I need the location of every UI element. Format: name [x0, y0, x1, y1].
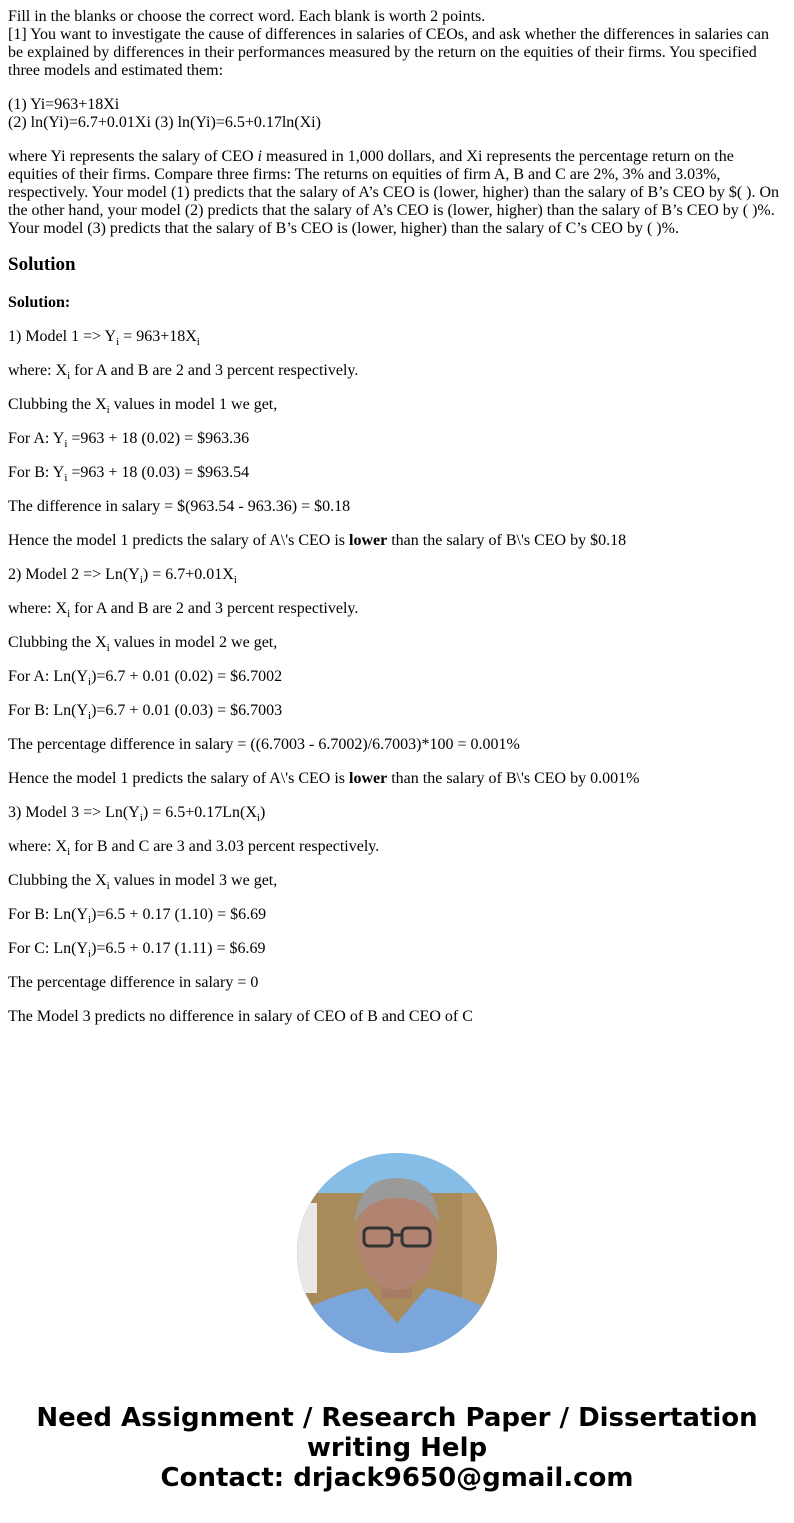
- subscript: i: [88, 914, 92, 926]
- subscript: i: [64, 472, 68, 484]
- solution-line: [8, 362, 786, 380]
- solution-line: [8, 906, 786, 924]
- solution-line: [8, 974, 786, 992]
- subscript: i: [139, 812, 143, 824]
- solution-line: [8, 702, 786, 720]
- author-photo: [297, 1153, 497, 1353]
- details-text: measured in 1,000 dollars, and Xi represents the percentage return on the equities of their firms. Compare three firms: The returns on equities of firm A, B and C are 2%, 3% and 3.03%, respectively. Your model (1) predicts that the salary of A’s CEO is (lower, higher) than the salary of B’s CEO by $( ). On the other hand, your model (2) predicts that the salary of A’s CEO is (lower, higher) than the salary of B’s CEO by ( )%. Your model (3) predicts that the salary of B’s CEO is (lower, higher) than the salary of C’s CEO by ( )%.: [8, 148, 780, 237]
- details-italic: i: [257, 148, 262, 165]
- model-list: [8, 96, 786, 132]
- solution-label: Solution:: [8, 294, 71, 311]
- line-text: where: X: [8, 600, 68, 617]
- line-text: )=6.5 + 0.17 (1.10) = $6.69: [91, 906, 267, 923]
- solution-line: [8, 940, 786, 958]
- line-text: The percentage difference in salary = ((6.7003 - 6.7002)/6.7003)*100 = 0.001%: [8, 736, 520, 753]
- solution-line: [8, 634, 786, 652]
- bold-answer: lower: [349, 770, 388, 787]
- line-text: values in model 1 we get,: [109, 396, 278, 413]
- line-text: 2) Model 2 => Ln(Y: [8, 566, 140, 583]
- solution-heading: Solution: [8, 254, 76, 275]
- question-block: [8, 8, 786, 238]
- subscript: i: [106, 404, 110, 416]
- line-text: The Model 3 predicts no difference in salary of CEO of B and CEO of C: [8, 1008, 473, 1025]
- line-text: than the salary of B\'s CEO by $0.18: [387, 532, 627, 549]
- solution-line: [8, 430, 786, 448]
- solution-line: [8, 770, 786, 788]
- line-text: For B: Y: [8, 464, 65, 481]
- line-text: Clubbing the X: [8, 634, 107, 651]
- solution-line: [8, 600, 786, 618]
- question-intro: Fill in the blanks or choose the correct word. Each blank is worth 2 points.: [8, 8, 486, 25]
- line-text: for A and B are 2 and 3 percent respectively.: [70, 362, 359, 379]
- line-text: For A: Ln(Y: [8, 668, 88, 685]
- model-1: (1) Yi=963+18Xi: [8, 96, 120, 113]
- subscript: i: [196, 336, 200, 348]
- line-text: For B: Ln(Y: [8, 702, 88, 719]
- solution-line: [8, 804, 786, 822]
- line-text: where: X: [8, 838, 68, 855]
- banner-line-1: Need Assignment / Research Paper / Dissertation: [36, 1403, 758, 1433]
- banner-line-2: writing Help: [306, 1433, 488, 1463]
- solution-line: [8, 532, 786, 550]
- subscript: i: [67, 846, 71, 858]
- solution-line: [8, 736, 786, 754]
- line-text: for A and B are 2 and 3 percent respectively.: [70, 600, 359, 617]
- subscript: i: [88, 710, 92, 722]
- solution-body: [8, 294, 786, 1026]
- line-text: Clubbing the X: [8, 872, 107, 889]
- line-text: 3) Model 3 => Ln(Y: [8, 804, 140, 821]
- model-2-3: (2) ln(Yi)=6.7+0.01Xi (3) ln(Yi)=6.5+0.17ln(Xi): [8, 114, 321, 131]
- line-text: The percentage difference in salary = 0: [8, 974, 259, 991]
- line-text: )=6.7 + 0.01 (0.03) = $6.7003: [91, 702, 283, 719]
- details-text: where Yi represents the salary of CEO: [8, 148, 258, 165]
- line-text: =963 + 18 (0.03) = $963.54: [67, 464, 250, 481]
- subscript: i: [88, 948, 92, 960]
- line-text: ): [259, 804, 266, 821]
- solution-line: [8, 1008, 786, 1026]
- line-text: ) = 6.5+0.17Ln(X: [142, 804, 257, 821]
- solution-line: [8, 566, 786, 584]
- subscript: i: [256, 812, 260, 824]
- line-text: where: X: [8, 362, 68, 379]
- line-text: than the salary of B\'s CEO by 0.001%: [387, 770, 640, 787]
- line-text: for B and C are 3 and 3.03 percent respectively.: [70, 838, 380, 855]
- line-text: The difference in salary = $(963.54 - 963.36) = $0.18: [8, 498, 351, 515]
- solution-line: [8, 872, 786, 890]
- line-text: values in model 3 we get,: [109, 872, 278, 889]
- line-text: )=6.7 + 0.01 (0.02) = $6.7002: [91, 668, 283, 685]
- contact-email: Contact: drjack9650@gmail.com: [160, 1463, 634, 1493]
- contact-banner: [0, 1403, 794, 1493]
- line-text: Hence the model 1 predicts the salary of A\'s CEO is: [8, 770, 350, 787]
- solution-line: [8, 396, 786, 414]
- bold-answer: lower: [349, 532, 388, 549]
- subscript: i: [139, 574, 143, 586]
- line-text: For B: Ln(Y: [8, 906, 88, 923]
- line-text: )=6.5 + 0.17 (1.11) = $6.69: [91, 940, 266, 957]
- solution-line: [8, 838, 786, 856]
- line-text: 1) Model 1 => Y: [8, 328, 117, 345]
- line-text: ) = 6.7+0.01X: [142, 566, 234, 583]
- solution-line: [8, 668, 786, 686]
- subscript: i: [106, 880, 110, 892]
- line-text: Clubbing the X: [8, 396, 107, 413]
- question-body: [1] You want to investigate the cause of differences in salaries of CEOs, and ask whether the differences in salaries can be explained by differences in their performances measured by the return on the equities of their firms. You specified three models and estimated them:: [8, 26, 769, 79]
- solution-line: [8, 464, 786, 482]
- line-text: = 963+18X: [119, 328, 197, 345]
- solution-line: [8, 328, 786, 346]
- subscript: i: [106, 642, 110, 654]
- line-text: For A: Y: [8, 430, 65, 447]
- line-text: Hence the model 1 predicts the salary of A\'s CEO is: [8, 532, 350, 549]
- portrait-image: [297, 1153, 497, 1353]
- solution-line: [8, 498, 786, 516]
- line-text: For C: Ln(Y: [8, 940, 88, 957]
- line-text: =963 + 18 (0.02) = $963.36: [67, 430, 250, 447]
- subscript: i: [233, 574, 237, 586]
- subscript: i: [67, 608, 71, 620]
- line-text: values in model 2 we get,: [109, 634, 278, 651]
- subscript: i: [88, 676, 92, 688]
- subscript: i: [67, 370, 71, 382]
- subscript: i: [64, 438, 68, 450]
- subscript: i: [116, 336, 120, 348]
- question-details: [8, 148, 786, 238]
